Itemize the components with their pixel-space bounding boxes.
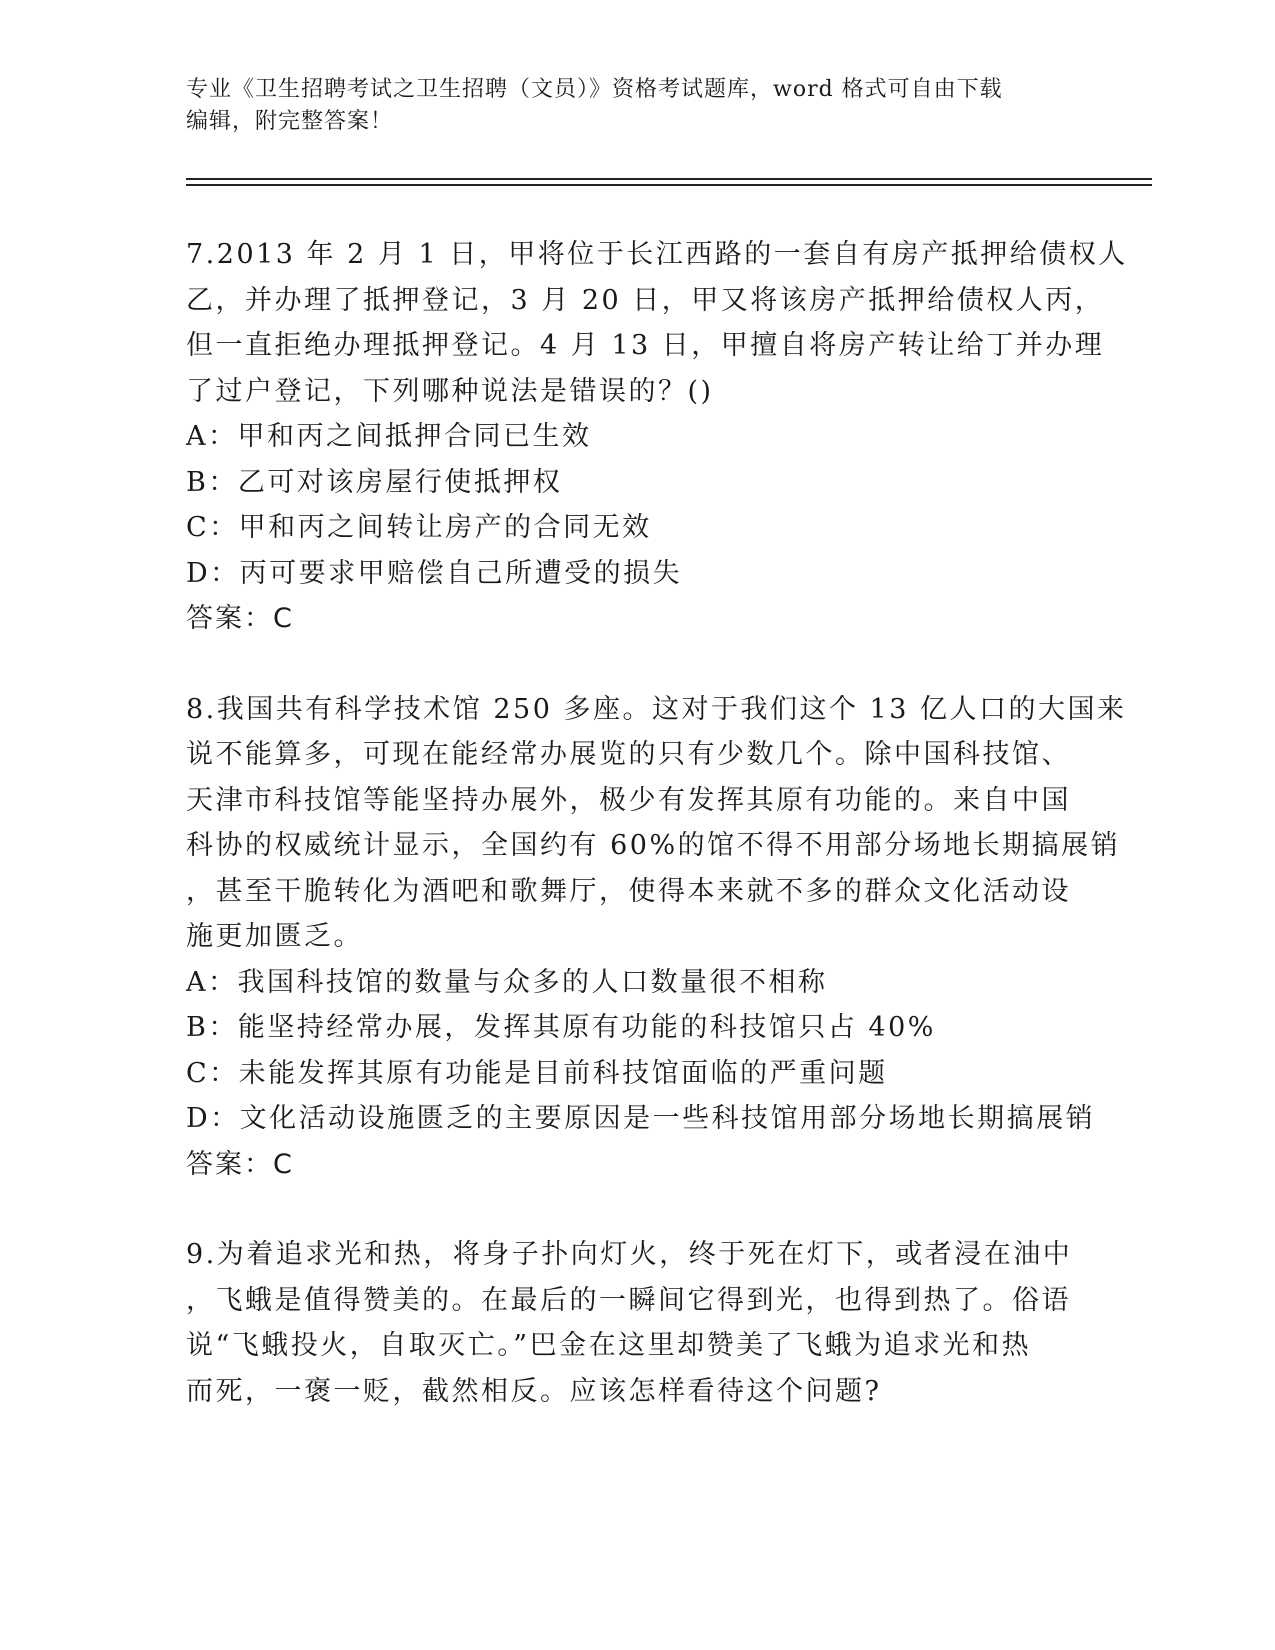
question-stem-line: 而死，一褒一贬，截然相反。应该怎样看待这个问题?: [186, 1375, 882, 1407]
option-a: A：甲和丙之间抵押合同已生效: [186, 421, 592, 452]
question-stem-line: ，甚至干脆转化为酒吧和歌舞厅，使得本来就不多的群众文化活动设: [186, 875, 1071, 907]
question-stem-line: 9.为着追求光和热，将身子扑向灯火，终于死在灯下，或者浸在油中: [186, 1239, 1073, 1270]
question-stem-line: 科协的权威统计显示，全国约有 60%的馆不得不用部分场地长期搞展销: [186, 830, 1121, 861]
question-9: [186, 1232, 1086, 1414]
header-line-2: 编辑，附完整答案！: [186, 109, 394, 134]
question-list: [186, 232, 1128, 1459]
question-7: [186, 232, 1128, 642]
question-stem-line: 8.我国共有科学技术馆 250 多座。这对于我们这个 13 亿人口的大国来: [186, 693, 1127, 725]
option-d: D：文化活动设施匮乏的主要原因是一些科技馆用部分场地长期搞展销: [186, 1103, 1096, 1134]
answer-label: 答案：C: [186, 603, 294, 634]
option-c: C：未能发挥其原有功能是目前科技馆面临的严重问题: [186, 1057, 888, 1089]
option-b: B：乙可对该房屋行使抵押权: [186, 466, 563, 498]
header-line-1: 专业《卫生招聘考试之卫生招聘（文员）》资格考试题库，word 格式可自由下载: [186, 77, 1003, 102]
question-stem-line: 说“飞蛾投火，自取灭亡。”巴金在这里却赞美了飞蛾为追求光和热: [186, 1330, 1032, 1361]
answer-label: 答案：C: [186, 1148, 294, 1180]
question-stem-line: 了过户登记，下列哪种说法是错误的？(): [186, 375, 714, 407]
question-stem-line: 说不能算多，可现在能经常办展览的只有少数几个。除中国科技馆、: [186, 739, 1071, 770]
header-divider-top: [186, 178, 1152, 180]
document-header: [186, 74, 1066, 138]
question-stem-line: ，飞蛾是值得赞美的。在最后的一瞬间它得到光，也得到热了。俗语: [186, 1284, 1071, 1316]
question-stem-line: 天津市科技馆等能坚持办展外，极少有发挥其原有功能的。来自中国: [186, 784, 1071, 816]
option-b: B：能坚持经常办展，发挥其原有功能的科技馆只占 40%: [186, 1012, 936, 1043]
option-c: C：甲和丙之间转让房产的合同无效: [186, 512, 652, 543]
option-a: A：我国科技馆的数量与众多的人口数量很不相称: [186, 966, 828, 998]
question-stem-line: 乙，并办理了抵押登记，3 月 20 日，甲又将该房产抵押给债权人丙，: [186, 284, 1105, 316]
header-divider-bottom: [186, 184, 1152, 186]
question-8: [186, 687, 1127, 1188]
question-stem-line: 7.2013 年 2 月 1 日，甲将位于长江西路的一套自有房产抵押给债权人: [186, 239, 1128, 270]
question-stem-line: 但一直拒绝办理抵押登记。4 月 13 日，甲擅自将房产转让给丁并办理: [186, 330, 1105, 361]
option-d: D：丙可要求甲赔偿自己所遭受的损失: [186, 557, 683, 589]
question-stem-line: 施更加匮乏。: [186, 921, 363, 952]
